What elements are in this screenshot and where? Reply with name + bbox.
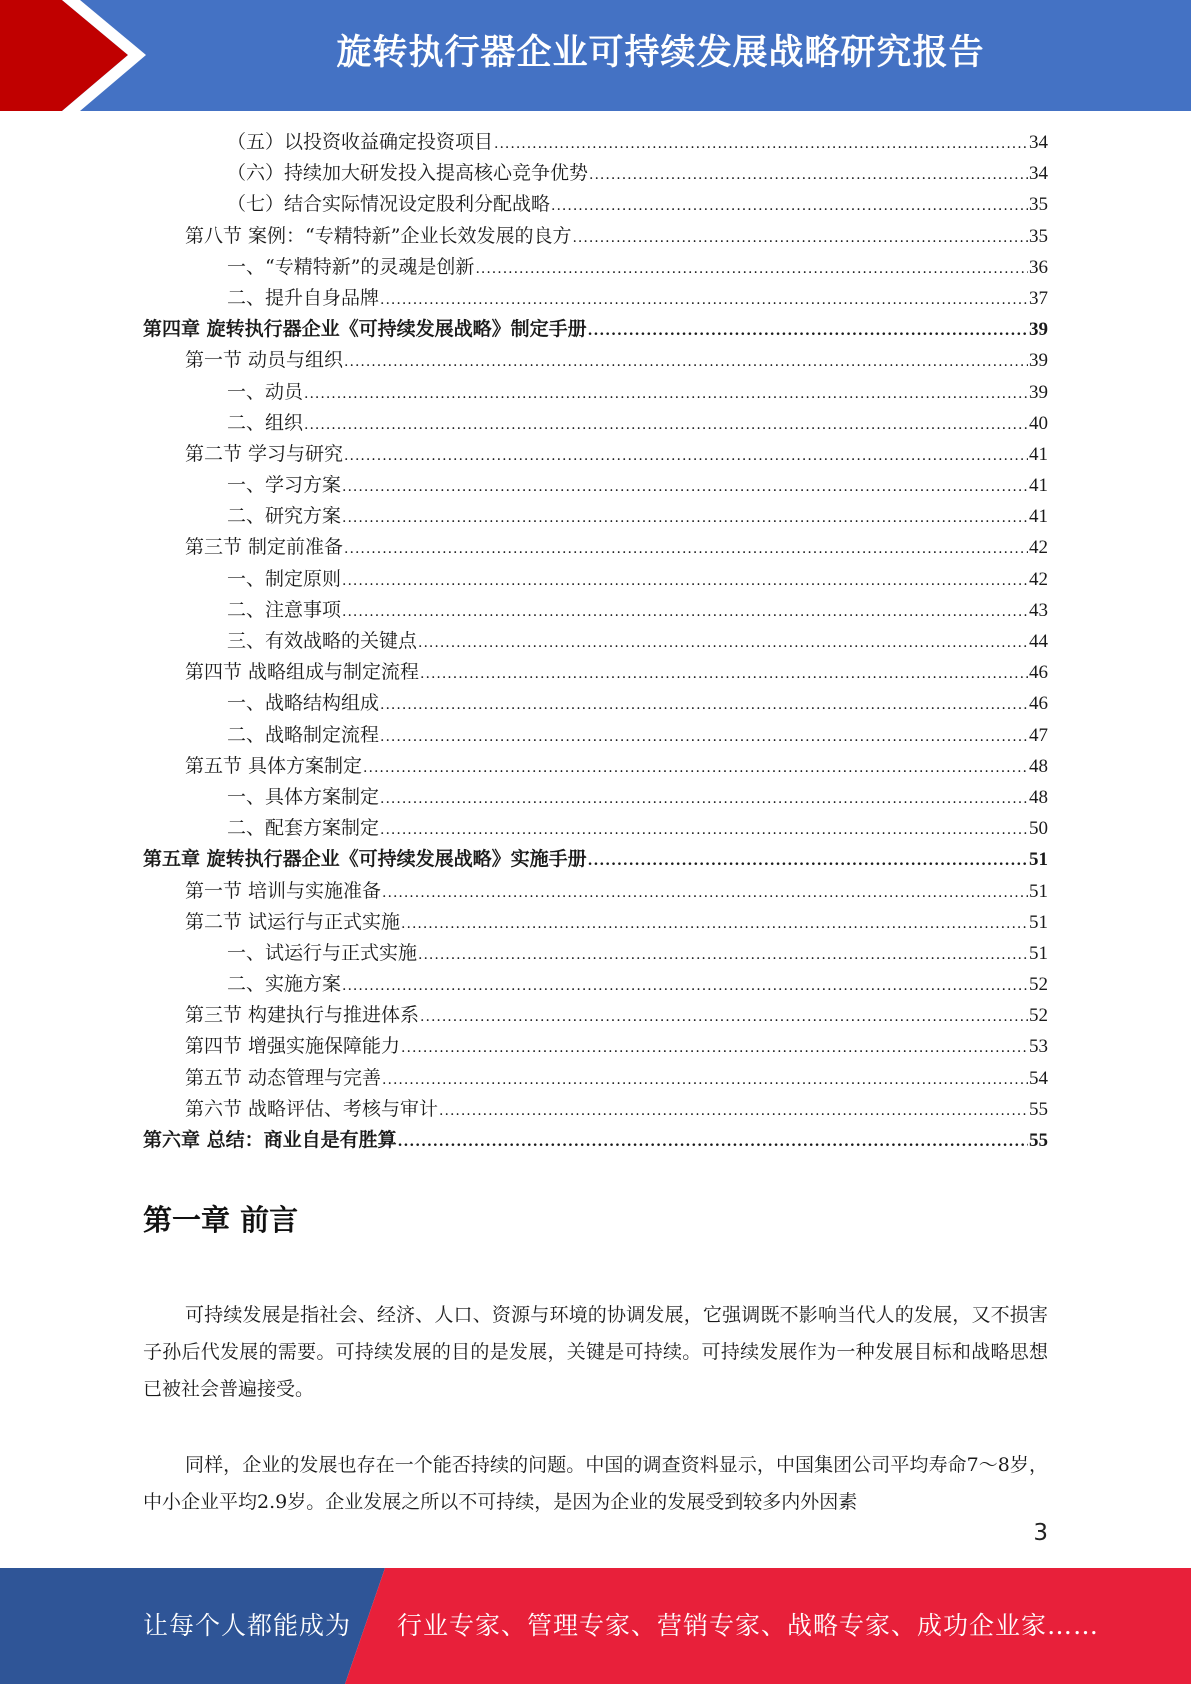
toc-entry-title: 三、有效战略的关键点: [227, 630, 418, 652]
table-of-contents: [143, 127, 1048, 1156]
toc-entry-title: 二、提升自身品牌: [227, 286, 380, 309]
toc-dot-leader: [304, 417, 1028, 433]
toc-subsection-entry[interactable]: [143, 252, 1048, 283]
toc-page-number: 55: [1029, 1098, 1048, 1120]
toc-section-entry[interactable]: [143, 657, 1048, 688]
toc-subsection-entry[interactable]: [143, 969, 1048, 1000]
toc-page-number: 47: [1029, 724, 1048, 746]
toc-page-number: 37: [1029, 287, 1048, 309]
toc-dot-leader: [380, 729, 1028, 745]
toc-dot-leader: [418, 635, 1028, 651]
toc-page-number: 48: [1029, 755, 1048, 777]
toc-page-number: 54: [1029, 1067, 1048, 1089]
toc-entry-title: 二、配套方案制定: [227, 817, 380, 840]
toc-page-number: 41: [1029, 443, 1048, 465]
toc-dot-leader: [418, 947, 1028, 963]
footer-slogan-left: 让每个人都能成为: [143, 1611, 352, 1640]
body-paragraph: 同样，企业的发展也存在一个能否持续的问题。中国的调查资料显示，中国集团公司平均寿命7～8岁，中小企业平均2.9岁。企业发展之所以不可持续，是因为企业的发展受到较多内外因素: [143, 1454, 1048, 1513]
page-footer: [0, 1568, 1191, 1684]
toc-entry-title: 第四节 战略组成与制定流程: [185, 661, 420, 684]
toc-subsection-entry[interactable]: [143, 813, 1048, 844]
toc-page-number: 35: [1029, 194, 1048, 216]
toc-page-number: 46: [1029, 693, 1048, 715]
toc-entry-title: 第四节 增强实施保障能力: [185, 1035, 401, 1058]
toc-entry-title: 二、注意事项: [227, 598, 342, 621]
toc-dot-leader: [342, 510, 1028, 526]
toc-subsection-entry[interactable]: [143, 782, 1048, 813]
toc-dot-leader: [494, 136, 1028, 152]
toc-dot-leader: [382, 885, 1028, 901]
toc-dot-leader: [344, 541, 1028, 557]
toc-dot-leader: [344, 354, 1028, 370]
toc-entry-title: 一、“专精特新”的灵魂是创新: [227, 255, 475, 278]
toc-subsection-entry[interactable]: [143, 127, 1048, 158]
toc-page-number: 51: [1029, 911, 1048, 933]
toc-dot-leader: [401, 916, 1028, 932]
toc-subsection-entry[interactable]: [143, 595, 1048, 626]
toc-page-number: 41: [1029, 475, 1048, 497]
toc-dot-leader: [439, 1103, 1028, 1119]
toc-chapter-entry[interactable]: [143, 314, 1048, 345]
toc-dot-leader: [380, 697, 1028, 713]
toc-section-entry[interactable]: [143, 907, 1048, 938]
toc-section-entry[interactable]: [143, 1031, 1048, 1062]
toc-subsection-entry[interactable]: [143, 283, 1048, 314]
body-paragraph: 可持续发展是指社会、经济、人口、资源与环境的协调发展，它强调既不影响当代人的发展，又不损害子孙后代发展的需要。可持续发展的目的是发展，关键是可持续。可持续发展作为一种发展目标和战略思想已被社会普遍接受。: [143, 1304, 1048, 1400]
toc-page-number: 48: [1029, 786, 1048, 808]
toc-dot-leader: [551, 198, 1028, 214]
toc-dot-leader: [342, 604, 1028, 620]
chapter-title: 第一章 前言: [143, 1203, 299, 1237]
toc-page-number: 35: [1029, 225, 1048, 247]
toc-dot-leader: [342, 978, 1028, 994]
toc-page-number: 44: [1029, 631, 1048, 652]
toc-entry-title: 第二节 试运行与正式实施: [185, 910, 401, 933]
toc-dot-leader: [363, 760, 1028, 776]
toc-dot-leader: [420, 666, 1028, 682]
toc-section-entry[interactable]: [143, 532, 1048, 563]
toc-section-entry[interactable]: [143, 439, 1048, 470]
toc-page-number: 34: [1029, 132, 1048, 153]
toc-subsection-entry[interactable]: [143, 688, 1048, 719]
footer-slogan-right: 行业专家、管理专家、营销专家、战略专家、成功企业家……: [397, 1611, 1100, 1640]
toc-dot-leader: [342, 573, 1028, 589]
toc-entry-title: 一、战略结构组成: [227, 692, 380, 715]
toc-dot-leader: [588, 323, 1028, 339]
toc-page-number: 39: [1029, 381, 1048, 403]
toc-entry-title: 第八节 案例：“专精特新”企业长效发展的良方: [185, 224, 572, 247]
toc-subsection-entry[interactable]: [143, 158, 1048, 189]
toc-dot-leader: [342, 479, 1028, 495]
toc-page-number: 51: [1029, 849, 1048, 871]
toc-page-number: 42: [1029, 568, 1048, 590]
toc-entry-title: 一、制定原则: [227, 567, 342, 590]
toc-page-number: 39: [1029, 350, 1048, 372]
toc-subsection-entry[interactable]: [143, 626, 1048, 657]
toc-entry-title: 一、学习方案: [227, 474, 342, 497]
toc-dot-leader: [380, 822, 1028, 838]
toc-subsection-entry[interactable]: [143, 408, 1048, 439]
toc-dot-leader: [572, 230, 1028, 246]
toc-subsection-entry[interactable]: [143, 470, 1048, 501]
toc-chapter-entry[interactable]: [143, 1125, 1048, 1156]
toc-page-number: 41: [1029, 506, 1048, 528]
toc-entry-title: 第一节 培训与实施准备: [185, 879, 382, 902]
toc-subsection-entry[interactable]: [143, 720, 1048, 751]
toc-entry-title: （六）持续加大研发投入提高核心竞争优势: [227, 162, 589, 185]
toc-entry-title: 一、试运行与正式实施: [227, 941, 418, 964]
toc-page-number: 46: [1029, 662, 1048, 684]
toc-entry-title: 第五节 具体方案制定: [185, 754, 363, 777]
toc-entry-title: 第五节 动态管理与完善: [185, 1066, 382, 1089]
toc-section-entry[interactable]: [143, 221, 1048, 252]
toc-entry-title: 第一节 动员与组织: [185, 349, 344, 372]
header-title: 旋转执行器企业可持续发展战略研究报告: [336, 33, 985, 73]
toc-entry-title: （五）以投资收益确定投资项目: [227, 131, 494, 153]
toc-page-number: 42: [1029, 537, 1048, 559]
toc-page-number: 50: [1029, 818, 1048, 840]
toc-dot-leader: [344, 448, 1028, 464]
toc-page-number: 39: [1029, 319, 1048, 341]
toc-entry-title: 二、实施方案: [227, 973, 342, 996]
toc-section-entry[interactable]: [143, 1094, 1048, 1125]
toc-page-number: 40: [1029, 412, 1048, 434]
toc-page-number: 52: [1029, 974, 1048, 996]
toc-dot-leader: [380, 791, 1028, 807]
toc-dot-leader: [420, 1009, 1028, 1025]
page-number: 3: [1033, 1520, 1048, 1546]
toc-dot-leader: [588, 853, 1028, 869]
toc-entry-title: 第六章 总结：商业自是有胜算: [143, 1129, 397, 1151]
toc-entry-title: 第三节 构建执行与推进体系: [185, 1004, 420, 1027]
toc-entry-title: 第二节 学习与研究: [185, 442, 344, 465]
toc-section-entry[interactable]: [143, 345, 1048, 376]
toc-entry-title: （七）结合实际情况设定股利分配战略: [227, 193, 551, 216]
toc-entry-title: 第四章 旋转执行器企业《可持续发展战略》制定手册: [143, 318, 587, 341]
toc-page-number: 51: [1029, 942, 1048, 964]
toc-entry-title: 第六节 战略评估、考核与审计: [185, 1097, 439, 1120]
toc-entry-title: 二、战略制定流程: [227, 723, 380, 746]
toc-dot-leader: [398, 1134, 1028, 1150]
toc-subsection-entry[interactable]: [143, 189, 1048, 220]
toc-page-number: 55: [1029, 1130, 1048, 1151]
toc-page-number: 34: [1029, 163, 1048, 185]
toc-entry-title: 第五章 旋转执行器企业《可持续发展战略》实施手册: [143, 848, 587, 871]
toc-page-number: 36: [1029, 256, 1048, 278]
toc-page-number: 43: [1029, 599, 1048, 621]
toc-section-entry[interactable]: [143, 1063, 1048, 1094]
toc-subsection-entry[interactable]: [143, 564, 1048, 595]
toc-subsection-entry[interactable]: [143, 938, 1048, 969]
toc-section-entry[interactable]: [143, 876, 1048, 907]
toc-dot-leader: [401, 1040, 1028, 1056]
toc-dot-leader: [380, 292, 1028, 308]
toc-entry-title: 二、研究方案: [227, 505, 342, 528]
toc-subsection-entry[interactable]: [143, 377, 1048, 408]
page-header: [0, 0, 1191, 111]
toc-section-entry[interactable]: [143, 1000, 1048, 1031]
toc-dot-leader: [589, 167, 1028, 183]
toc-entry-title: 二、组织: [227, 411, 304, 434]
toc-page-number: 53: [1029, 1036, 1048, 1058]
toc-subsection-entry[interactable]: [143, 501, 1048, 532]
toc-dot-leader: [475, 261, 1028, 277]
toc-chapter-entry[interactable]: [143, 844, 1048, 875]
toc-section-entry[interactable]: [143, 751, 1048, 782]
toc-entry-title: 一、具体方案制定: [227, 785, 380, 808]
toc-page-number: 52: [1029, 1005, 1048, 1027]
toc-dot-leader: [304, 386, 1028, 402]
header-arrow-decoration: [0, 0, 160, 111]
toc-dot-leader: [382, 1072, 1028, 1088]
toc-page-number: 51: [1029, 880, 1048, 902]
toc-entry-title: 一、动员: [227, 380, 304, 403]
toc-entry-title: 第三节 制定前准备: [185, 536, 344, 559]
